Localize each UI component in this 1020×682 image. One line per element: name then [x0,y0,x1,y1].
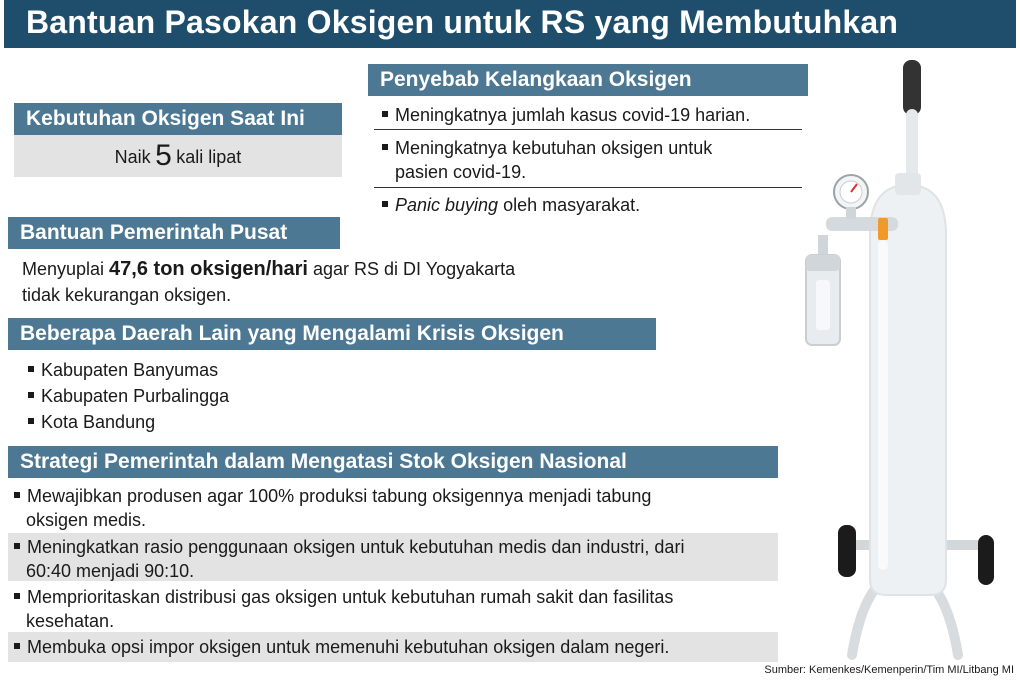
daerah-item [28,410,155,434]
regulator-connector [878,218,888,240]
daerah-item [28,358,218,382]
daerah-item-3: Kota Bandung [41,412,156,432]
oxygen-cylinder-illustration [790,55,1015,665]
valve-neck [895,173,921,195]
wheel-left [838,525,856,577]
bantuan-text-after: agar RS di DI Yogyakarta [308,259,516,279]
strategi-row-4 [8,632,778,662]
kebutuhan-box [14,135,342,177]
strategi-item-4-text: Membuka opsi impor oksigen untuk memenuhi kebutuhan oksigen dalam negeri. [27,637,670,657]
penyebab-header: Penyebab Kelangkaan Oksigen [368,64,808,96]
kebutuhan-header: Kebutuhan Oksigen Saat Ini [14,103,342,135]
cylinder-highlight [878,240,888,570]
penyebab-item-3-italic: Panic buying [395,195,499,215]
bantuan-line1 [22,257,515,281]
bantuan-line2: tidak kekurangan oksigen. [22,285,232,305]
daerah-item-2: Kabupaten Purbalingga [41,386,230,406]
bantuan-header: Bantuan Pemerintah Pusat [8,217,340,249]
title-bar [4,0,1016,48]
penyebab-item-2 [382,136,712,160]
handle-grip [903,60,921,115]
strategi-item-3-text: Memprioritaskan distribusi gas oksigen untuk kebutuhan rumah sakit dan fasilitas [27,587,674,607]
daerah-header: Beberapa Daerah Lain yang Mengalami Krisis Oksigen [8,318,656,350]
strategi-item-1-line2: oksigen medis. [26,510,147,530]
strategi-item-3-line2: kesehatan. [26,611,115,631]
divider [374,187,802,188]
penyebab-item-2-line2: pasien covid-19. [395,162,527,182]
strategi-header: Strategi Pemerintah dalam Mengatasi Stok Oksigen Nasional [8,446,778,478]
strategi-item-1-line1 [14,484,651,508]
bantuan-highlight: 47,6 ton oksigen/hari [109,258,308,280]
strategi-item-3-line1 [14,585,673,609]
strategi-item-2-text: Meningkatkan rasio penggunaan oksigen untuk kebutuhan medis dan industri, dari [27,537,685,557]
strategi-item-2-line1 [14,535,684,559]
penyebab-item-1 [382,103,750,127]
kebutuhan-number: 5 [155,139,172,172]
penyebab-item-3-rest: oleh masyarakat. [498,195,641,215]
kebutuhan-suffix: kali lipat [176,147,242,167]
penyebab-item-1-text: Meningkatnya jumlah kasus covid-19 harian. [395,105,751,125]
daerah-item-1: Kabupaten Banyumas [41,360,219,380]
strategi-row-1 [8,484,778,532]
penyebab-item-2-line1: Meningkatnya kebutuhan oksigen untuk [395,138,713,158]
kebutuhan-value [14,139,342,173]
kebutuhan-prefix: Naik [114,147,151,167]
strategi-row-3 [8,583,778,631]
daerah-item [28,384,229,408]
source-credit: Sumber: Kemenkes/Kemenperin/Tim MI/Litbang MI [764,664,1014,676]
strategi-item-2-line2: 60:40 menjadi 90:10. [26,561,195,581]
penyebab-item-3 [382,193,640,217]
wheel-right [978,535,994,585]
divider [374,129,802,130]
bantuan-text-before: Menyuplai [22,259,110,279]
strategi-item-1-text: Mewajibkan produsen agar 100% produksi tabung oksigennya menjadi tabung [27,486,652,506]
strategi-row-2 [8,533,778,581]
strategi-item-4-line1 [14,635,669,659]
page-title: Bantuan Pasokan Oksigen untuk RS yang Membutuhkan [26,4,899,40]
